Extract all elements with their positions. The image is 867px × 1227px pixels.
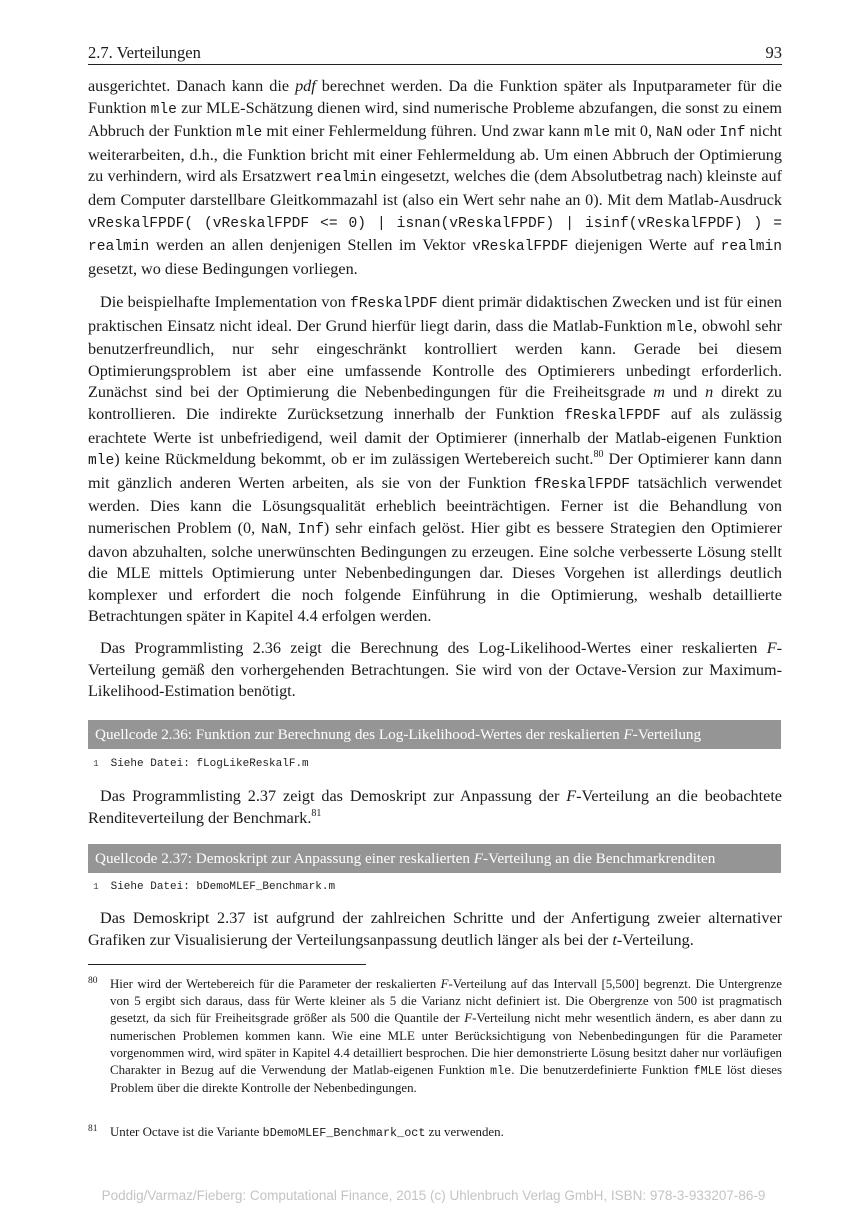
footnote-ref: 80 bbox=[593, 449, 604, 461]
copyright-watermark: Poddig/Varmaz/Fieberg: Computational Finance, 2015 (c) Uhlenbruch Verlag GmbH, ISBN: 978-3-933207-86-9 bbox=[101, 1188, 766, 1203]
footnote-80 bbox=[88, 976, 782, 1097]
code-text: Siehe Datei: fLogLikeReskalF.m bbox=[110, 758, 309, 770]
page-number: 93 bbox=[765, 43, 782, 62]
footnote-divider bbox=[88, 964, 366, 965]
paragraph-4: Das Programmlisting 2.37 zeigt das Demoskript zur Anpassung der F-Verteilung an die beobachtete Renditeverteilung der Benchmark.$^{81}$ bbox=[88, 787, 782, 827]
footnote-text: Hier wird der Wertebereich für die Parameter der reskalierten F-Verteilung auf das Intervall [5,500] begrenzt. Die Untergrenze von 5 ergibt sich daraus, dass für Werte kleiner als 5 die Varianz nicht definiert ist. Die Obergrenze von 500 ist pragmatisch gesetzt, da sich für Freiheitsgrade größer als 500 die Quantile der F-Verteilung nicht mehr wesentlich ändern, es aber dann zu numerischen Problemen kommen kann. Wie eine MLE unter Berücksichtigung von Nebenbedingungen für die Parameter vorgenommen wird, wird später in Kapitel 4.4 detailliert besprochen. Die hier demonstrierte Lösung besitzt daher nur vorläufigen Charakter in Bezug auf die Verwendung der Matlab-eigenen Funktion mle. Die benutzerdefinierte Funktion fMLE löst dieses Problem über die direkte Kontrolle der Nebenbedingungen. bbox=[110, 977, 783, 1096]
line-number: 1 bbox=[93, 759, 99, 769]
listing-caption-2-36: Quellcode 2.36: Funktion zur Berechnung des Log-Likelihood-Wertes der reskalierten F-Verteilung bbox=[88, 720, 781, 749]
section-title: 2.7. Verteilungen bbox=[88, 43, 201, 62]
paragraph-5: Das Demoskript 2.37 ist aufgrund der zahlreichen Schritte und der Anfertigung zweier alternativer Grafiken zur Visualisierung der Verteilungsanpassung deutlich länger als bei der t-Verteilung. bbox=[88, 909, 782, 949]
code-text: Siehe Datei: bDemoMLEF_Benchmark.m bbox=[110, 881, 336, 893]
line-number: 1 bbox=[93, 882, 99, 892]
footnote-ref: 81 bbox=[311, 807, 322, 819]
footnote-number: 81 bbox=[88, 1124, 98, 1134]
paragraph-2: Die beispielhafte Implementation von fReskalPDF dient primär didaktischen Zwecken und ist für einen praktischen Einsatz nicht ideal. Der Grund hierfür liegt darin, dass die Matlab-Funktion mle, obwohl sehr benutzerfreundlich, nur sehr eingeschränkt kontrolliert werden kann. Gerade bei diesem Optimierungsproblem ist aber eine umfassende Kontrolle des Optimierers unbedingt erforderlich. Zunächst sind bei der Optimierung die Nebenbedingungen für die Freiheitsgrade m und n direkt zu kontrollieren. Die indirekte Zurücksetzung innerhalb der Funktion fReskalFPDF auf als zulässig erachtete Werte ist unbefriedigend, weil damit der Optimierer (innerhalb der Matlab-eigenen Funktion mle) keine Rückmeldung bekommt, ob er im zulässigen Wertebereich sucht.$^{80}$ Der Optimierer kann dann mit gänzlich anderen Werten arbeiten, als sie von der Funktion fReskalFPDF tatsächlich verwendet werden. Dies kann die Lösungsqualität erheblich beeinträchtigen. Ferner ist die Behandlung von numerischen Problem (0, NaN, Inf) sehr einfach gelöst. Hier gibt es bessere Strategien den Optimierer davon abzuhalten, solche unerwünschten Bedingungen zu erzeugen. Eine solche verbesserte Lösung stellt die MLE mittels Optimierung unter Nebenbedingungen dar. Dieses Vorgehen ist allerdings deutlich komplexer und erfordert die noch folgende Einführung in die Optimierung, weshalb detaillierte Betrachtungen später in Kapitel 4.4 erfolgen werden. bbox=[88, 293, 783, 626]
listing-code-2-36 bbox=[88, 757, 309, 771]
paragraph-1: ausgerichtet. Danach kann die pdf berechnet werden. Da die Funktion später als Inputparameter für die Funktion mle zur MLE-Schätzung dienen wird, sind numerische Probleme abzufangen, die sonst zu einem Abbruch der Funktion mle mit einer Fehlermeldung führen. Und zwar kann mle mit 0, NaN oder Inf nicht weiterarbeiten, d.h., die Funktion bricht mit einer Fehlermeldung ab. Um einen Abbruch der Optimierung zu verhindern, wird als Ersatzwert realmin eingesetzt, welches die (dem Absolutbetrag nach) kleinste auf dem Computer darstellbare Gleitkommazahl ist (also ein Wert sehr nahe an 0). Mit dem Matlab-Ausdruck vReskalFPDF( (vReskalFPDF <= 0) | isnan(vReskalFPDF) | isinf(vReskalFPDF) ) = realmin werden an allen denjenigen Stellen im Vektor vReskalFPDF diejenigen Werte auf realmin gesetzt, wo diese Bedingungen vorliegen. bbox=[88, 77, 783, 278]
running-header bbox=[88, 42, 782, 65]
footnote-text: Unter Octave ist die Variante bDemoMLEF_Benchmark_oct zu verwenden. bbox=[110, 1125, 504, 1140]
footnote-81 bbox=[88, 1124, 782, 1142]
listing-code-2-37 bbox=[88, 880, 335, 894]
paragraph-3: Das Programmlisting 2.36 zeigt die Berechnung des Log-Likelihood-Wertes einer reskalierten F-Verteilung gemäß den vorhergehenden Betrachtungen. Sie wird von der Octave-Version zur Maximum-Likelihood-Estimation benötigt. bbox=[88, 639, 782, 701]
listing-caption-2-37: Quellcode 2.37: Demoskript zur Anpassung einer reskalierten F-Verteilung an die Benchmarkrenditen bbox=[88, 844, 781, 873]
footnote-number: 80 bbox=[88, 976, 98, 986]
